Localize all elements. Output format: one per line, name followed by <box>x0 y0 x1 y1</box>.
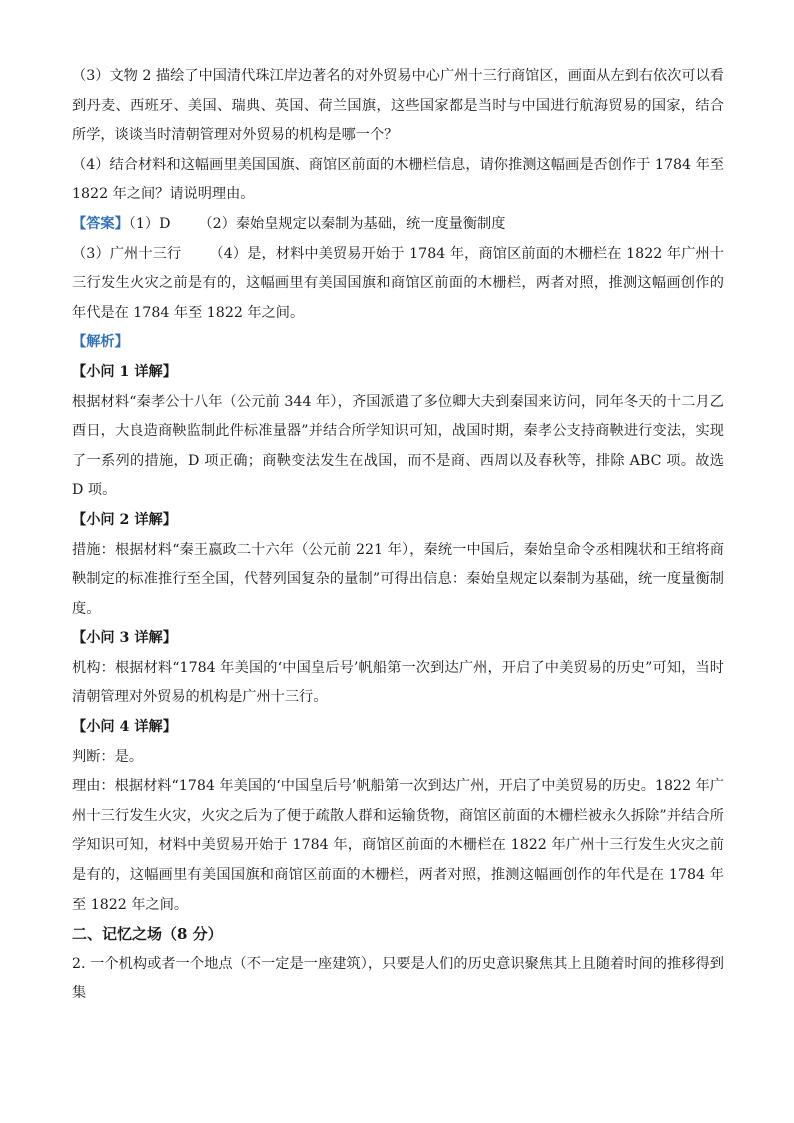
answer-tag: 【答案】 <box>72 215 129 232</box>
sub-question-2-heading: 【小问 2 详解】 <box>72 511 177 528</box>
answer-3: （3）广州十三行 <box>72 245 182 262</box>
sub-question-3-heading: 【小问 3 详解】 <box>72 630 177 647</box>
document-page <box>72 62 724 1009</box>
answer-1: （1）D <box>128 215 171 232</box>
sub-question-1-explanation: 根据材料“秦孝公十八年（公元前 344 年），齐国派遣了多位卿大夫到秦国来访问，同年冬天的十二月乙酉日，大良造商鞅监制此件标准量器”并结合所学知识可知，战国时期，秦孝公支持商鞅进行变法，实现了一系列的措施，D 项正确；商鞅变法发生在战国，而不是商、西周以及春秋等，排除 ABC 项。故选 D 项。 <box>72 393 724 499</box>
answer-2: （2）秦始皇规定以秦制为基础，统一度量衡制度 <box>198 215 506 232</box>
answer-line-1 <box>72 210 724 240</box>
sub-question-2-explanation: 措施：根据材料“秦王嬴政二十六年（公元前 221 年），秦统一中国后，秦始皇命令丞相隗状和王绾将商鞅制定的标准推行至全国，代替列国复杂的量制”可得出信息：秦始皇规定以秦制为基础，统一度量衡制度。 <box>72 541 724 617</box>
answer-line-2 <box>72 240 724 329</box>
sub-question-4-reason: 理由：根据材料“1784 年美国的‘中国皇后号’帆船第一次到达广州，开启了中美贸易的历史。1822 年广州十三行发生火灾，火灾之后为了便于疏散人群和运输货物，商馆区前面的木栅栏被永久拆除”并结合所学知识可知，材料中美贸易开始于 1784 年，商馆区前面的木栅栏在 1822 年广州十三行发生火灾之前是有的，这幅画里有美国国旗和商馆区前面的木栅栏，两者对照，推测这幅画创作的年代是在 1784 年至 1822 年之间。 <box>72 778 724 913</box>
answer-4: （4）是，材料中美贸易开始于 1784 年，商馆区前面的木栅栏在 1822 年广州十三行发生火灾之前是有的，这幅画里有美国国旗和商馆区前面的木栅栏，两者对照，推测这幅画创作的年代是在 1784 年至 1822 年之间。 <box>72 245 724 321</box>
sub-question-1-heading: 【小问 1 详解】 <box>72 363 177 380</box>
analysis-tag: 【解析】 <box>72 334 129 351</box>
question-2-intro: 2. 一个机构或者一个地点（不一定是一座建筑），只要是人们的历史意识聚焦其上且随着时间的推移得到集 <box>72 955 724 1002</box>
sub-question-4-heading: 【小问 4 详解】 <box>72 719 177 736</box>
sub-question-4-judgement: 判断：是。 <box>72 748 143 765</box>
question-3-text: （3）文物 2 描绘了中国清代珠江岸边著名的对外贸易中心广州十三行商馆区，画面从左到右依次可以看到丹麦、西班牙、美国、瑞典、英国、荷兰国旗，这些国家都是当时与中国进行航海贸易的国家，结合所学，谈谈当时清朝管理对外贸易的机构是哪一个？ <box>72 68 724 144</box>
question-4-text: （4）结合材料和这幅画里美国国旗、商馆区前面的木栅栏信息，请你推测这幅画是否创作于 1784 年至 1822 年之间？请说明理由。 <box>72 156 724 203</box>
section-2-title: 二、记忆之场（8 分） <box>72 925 223 944</box>
sub-question-3-explanation: 机构：根据材料“1784 年美国的‘中国皇后号’帆船第一次到达广州，开启了中美贸易的历史”可知，当时清朝管理对外贸易的机构是广州十三行。 <box>72 659 724 706</box>
